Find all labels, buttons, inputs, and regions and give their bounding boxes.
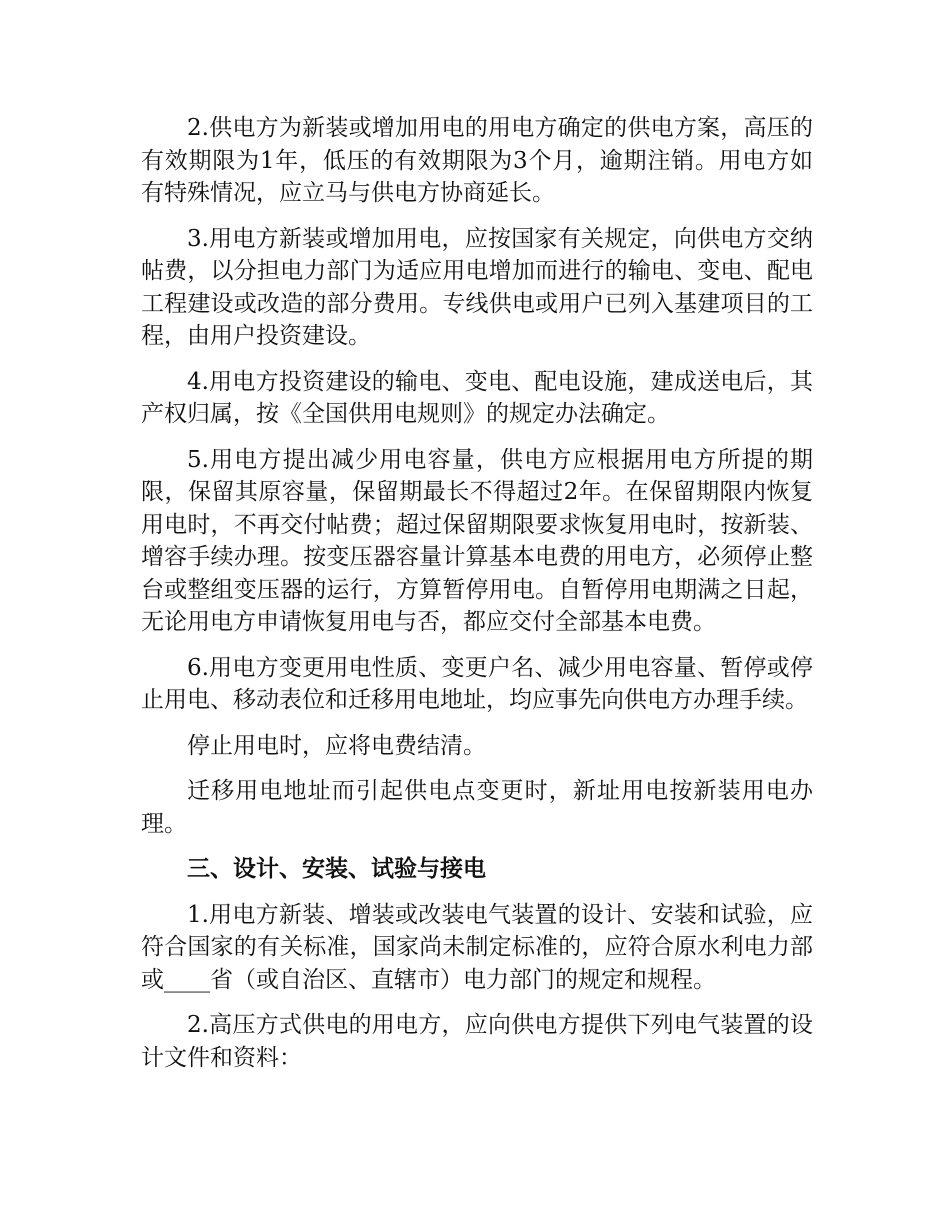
paragraph-design-documents: 2.高压方式供电的用电方，应向供电方提供下列电气装置的设计文件和资料：: [141, 1012, 813, 1071]
paragraph-relocation: 迁移用电地址而引起供电点变更时，新址用电按新装用电办理。: [141, 778, 813, 837]
paragraph-connection-fee: 3.用电方新装或增加用电，应按国家有关规定，向供电方交纳帖费，以分担电力部门为适应用电增加而进行的输电、变电、配电工程建设或改造的部分费用。专线供电或用户已列入基建项目的工程，由用户投资建设。: [141, 225, 813, 349]
paragraph-design-standards: 1.用电方新装、增装或改装电气装置的设计、安装和试验，应符合国家的有关标准，国家尚未制定标准的，应符合原水利电力部或____省（或自治区、直辖市）电力部门的规定和规程。: [141, 901, 813, 993]
paragraph-usage-change: 6.用电方变更用电性质、变更户名、减少用电容量、暂停或停止用电、移动表位和迁移用电地址，均应事先向供电方办理手续。: [141, 654, 813, 713]
paragraph-stop-usage: 停止用电时，应将电费结清。: [187, 732, 486, 759]
section-heading: 三、设计、安装、试验与接电: [187, 855, 486, 882]
paragraph-property-rights: 4.用电方投资建设的输电、变电、配电设施，建成送电后，其产权归属，按《全国供用电规则》的规定办法确定。: [141, 368, 813, 427]
document-page: [141, 112, 813, 1087]
paragraph-scheme-validity: 2.供电方为新装或增加用电的用电方确定的供电方案，高压的有效期限为1年，低压的有效期限为3个月，逾期注销。用电方如有特殊情况，应立马与供电方协商延长。: [141, 115, 813, 206]
paragraph-capacity-reduction: 5.用电方提出减少用电容量，供电方应根据用电方所提的期限，保留其原容量，保留期最长不得超过2年。在保留期限内恢复用电时，不再交付帖费；超过保留期限要求恢复用电时，按新装、增容手续办理。按变压器容量计算基本电费的用电方，必须停止整台或整组变压器的运行，方算暂停用电。自暂停用电期满之日起，无论用电方申请恢复用电与否，都应交付全部基本电费。: [141, 446, 813, 635]
